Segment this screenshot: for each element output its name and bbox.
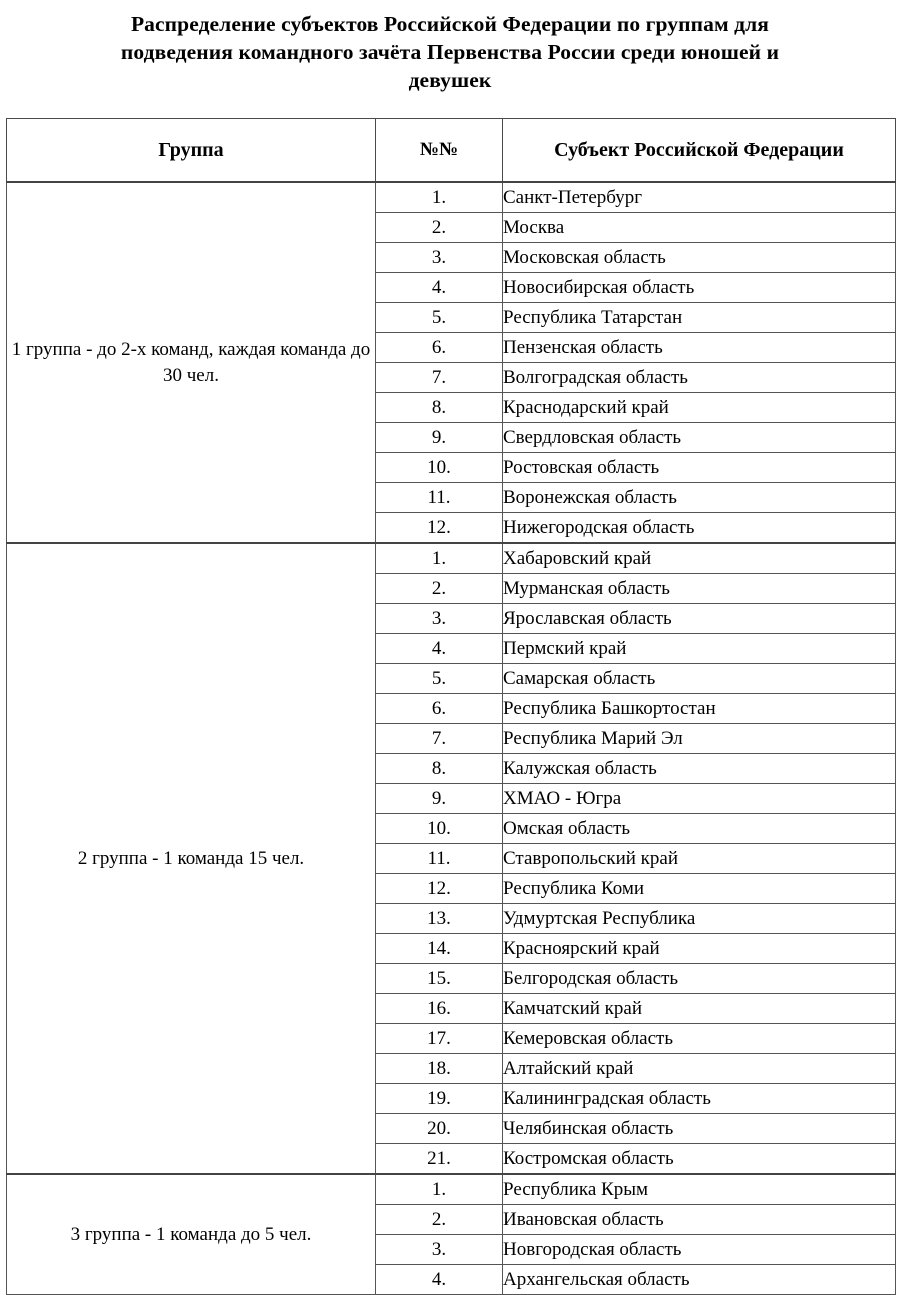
subject-cell: Ростовская область xyxy=(503,453,896,483)
row-number-cell: 16. xyxy=(376,994,503,1024)
row-number-cell: 7. xyxy=(376,363,503,393)
subject-cell: Республика Марий Эл xyxy=(503,724,896,754)
row-number-cell: 13. xyxy=(376,904,503,934)
row-number-cell: 9. xyxy=(376,423,503,453)
page-title: Распределение субъектов Российской Федерации по группам для подведения командного зачёта Первенства России среди юношей и девушек xyxy=(120,12,780,92)
subject-cell: Архангельская область xyxy=(503,1265,896,1295)
row-number-cell: 11. xyxy=(376,844,503,874)
row-number-cell: 1. xyxy=(376,1174,503,1205)
row-number-cell: 3. xyxy=(376,1235,503,1265)
subject-cell: Московская область xyxy=(503,243,896,273)
table-body xyxy=(7,182,896,1295)
row-number-cell: 7. xyxy=(376,724,503,754)
subject-cell: Белгородская область xyxy=(503,964,896,994)
subject-cell: Республика Крым xyxy=(503,1174,896,1205)
subject-cell: Нижегородская область xyxy=(503,513,896,544)
row-number-cell: 18. xyxy=(376,1054,503,1084)
group-label: 3 группа - 1 команда до 5 чел. xyxy=(70,1223,312,1245)
distribution-table-container xyxy=(6,118,895,1295)
subject-cell: Республика Коми xyxy=(503,874,896,904)
distribution-table xyxy=(6,118,896,1295)
row-number-cell: 19. xyxy=(376,1084,503,1114)
subject-cell: Челябинская область xyxy=(503,1114,896,1144)
subject-cell: Воронежская область xyxy=(503,483,896,513)
subject-cell: Москва xyxy=(503,213,896,243)
row-number-cell: 6. xyxy=(376,333,503,363)
group-label-cell xyxy=(7,543,376,1174)
subject-cell: Омская область xyxy=(503,814,896,844)
group-label-cell xyxy=(7,182,376,543)
row-number-cell: 21. xyxy=(376,1144,503,1175)
row-number-cell: 1. xyxy=(376,182,503,213)
subject-cell: Красноярский край xyxy=(503,934,896,964)
subject-cell: Волгоградская область xyxy=(503,363,896,393)
table-header-row xyxy=(7,119,896,183)
subject-cell: Ивановская область xyxy=(503,1205,896,1235)
row-number-cell: 6. xyxy=(376,694,503,724)
subject-cell: Свердловская область xyxy=(503,423,896,453)
subject-cell: Республика Татарстан xyxy=(503,303,896,333)
row-number-cell: 12. xyxy=(376,874,503,904)
subject-cell: Краснодарский край xyxy=(503,393,896,423)
subject-cell: Новгородская область xyxy=(503,1235,896,1265)
column-header-subject: Субъект Российской Федерации xyxy=(503,119,896,183)
subject-cell: Калининградская область xyxy=(503,1084,896,1114)
row-number-cell: 8. xyxy=(376,754,503,784)
row-number-cell: 5. xyxy=(376,303,503,333)
row-number-cell: 4. xyxy=(376,273,503,303)
row-number-cell: 10. xyxy=(376,814,503,844)
subject-cell: Алтайский край xyxy=(503,1054,896,1084)
row-number-cell: 10. xyxy=(376,453,503,483)
group-label: 1 группа - до 2-х команд, каждая команда до 30 чел. xyxy=(11,338,371,386)
table-row xyxy=(7,182,896,213)
row-number-cell: 3. xyxy=(376,243,503,273)
row-number-cell: 20. xyxy=(376,1114,503,1144)
row-number-cell: 4. xyxy=(376,1265,503,1295)
row-number-cell: 11. xyxy=(376,483,503,513)
subject-cell: Пензенская область xyxy=(503,333,896,363)
row-number-cell: 14. xyxy=(376,934,503,964)
row-number-cell: 2. xyxy=(376,574,503,604)
subject-cell: Самарская область xyxy=(503,664,896,694)
subject-cell: Кемеровская область xyxy=(503,1024,896,1054)
subject-cell: Республика Башкортостан xyxy=(503,694,896,724)
subject-cell: Калужская область xyxy=(503,754,896,784)
row-number-cell: 1. xyxy=(376,543,503,574)
table-row xyxy=(7,543,896,574)
subject-cell: Ставропольский край xyxy=(503,844,896,874)
row-number-cell: 17. xyxy=(376,1024,503,1054)
row-number-cell: 15. xyxy=(376,964,503,994)
row-number-cell: 8. xyxy=(376,393,503,423)
row-number-cell: 9. xyxy=(376,784,503,814)
table-row xyxy=(7,1174,896,1205)
row-number-cell: 5. xyxy=(376,664,503,694)
table-header xyxy=(7,119,896,183)
subject-cell: Хабаровский край xyxy=(503,543,896,574)
subject-cell: Новосибирская область xyxy=(503,273,896,303)
row-number-cell: 2. xyxy=(376,1205,503,1235)
row-number-cell: 12. xyxy=(376,513,503,544)
subject-cell: Мурманская область xyxy=(503,574,896,604)
subject-cell: Костромская область xyxy=(503,1144,896,1175)
subject-cell: Санкт-Петербург xyxy=(503,182,896,213)
subject-cell: ХМАО - Югра xyxy=(503,784,896,814)
group-label-cell xyxy=(7,1174,376,1295)
subject-cell: Удмуртская Республика xyxy=(503,904,896,934)
column-header-number: №№ xyxy=(376,119,503,183)
subject-cell: Пермский край xyxy=(503,634,896,664)
group-label: 2 группа - 1 команда 15 чел. xyxy=(77,847,305,869)
subject-cell: Ярославская область xyxy=(503,604,896,634)
row-number-cell: 4. xyxy=(376,634,503,664)
row-number-cell: 3. xyxy=(376,604,503,634)
column-header-group: Группа xyxy=(7,119,376,183)
subject-cell: Камчатский край xyxy=(503,994,896,1024)
row-number-cell: 2. xyxy=(376,213,503,243)
